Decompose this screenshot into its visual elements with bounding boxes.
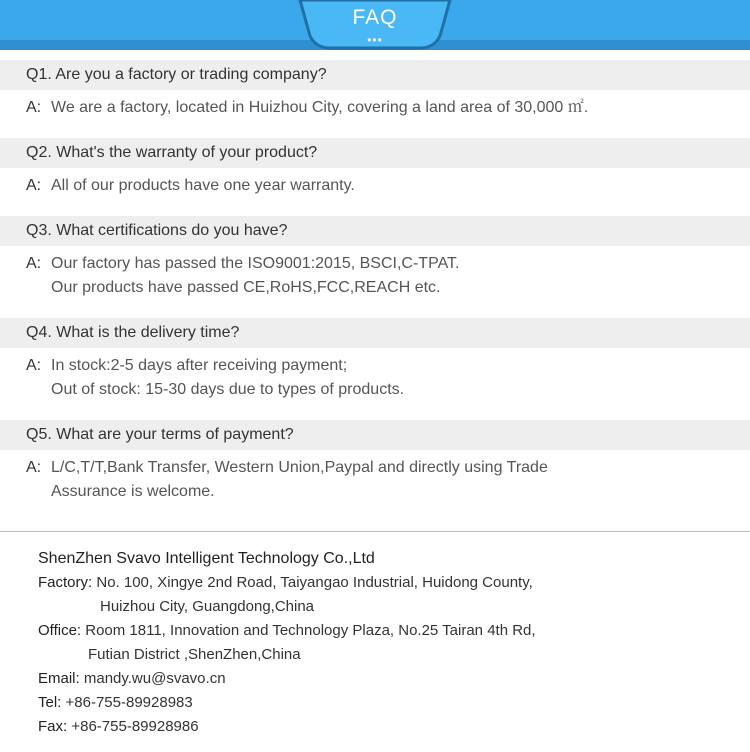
answer-line: In stock:2-5 days after receiving payment;	[51, 357, 348, 374]
answer	[0, 90, 750, 120]
answer-mark: A:	[26, 255, 42, 272]
divider	[0, 531, 750, 532]
answer	[0, 348, 750, 402]
faq-banner	[0, 0, 750, 52]
office-line2: Futian District ,ShenZhen,China	[88, 646, 301, 663]
tel-value: +86-755-89928983	[65, 694, 193, 711]
answer-mark: A:	[26, 459, 42, 476]
tel-label: Tel:	[38, 694, 62, 711]
office-line1: Room 1811, Innovation and Technology Plaza, No.25 Tairan 4th Rd,	[85, 622, 536, 639]
email-label: Email:	[38, 670, 80, 687]
faq-item-2	[0, 138, 750, 216]
answer-mark: A:	[26, 99, 42, 116]
office-label: Office:	[38, 622, 82, 639]
page-title: FAQ	[352, 6, 398, 29]
factory-line1: No. 100, Xingye 2nd Road, Taiyangao Industrial, Huidong County,	[96, 574, 533, 591]
answer-mark: A:	[26, 177, 42, 194]
factory-label: Factory:	[38, 574, 93, 591]
factory-address	[38, 571, 738, 595]
email-value[interactable]: mandy.wu@svavo.cn	[83, 670, 226, 687]
question: Q2. What's the warranty of your product?	[0, 138, 750, 168]
answer	[0, 168, 750, 198]
factory-line2: Huizhou City, Guangdong,China	[100, 598, 315, 615]
faq-item-3	[0, 216, 750, 318]
tel-row	[38, 691, 738, 715]
faq-item-5	[0, 420, 750, 522]
answer-line: All of our products have one year warranty.	[51, 177, 355, 194]
fax-row	[38, 715, 738, 739]
question: Q4. What is the delivery time?	[0, 318, 750, 348]
fax-label: Fax:	[38, 718, 68, 735]
faq-item-1	[0, 60, 750, 138]
question: Q5. What are your terms of payment?	[0, 420, 750, 450]
answer-mark: A:	[26, 357, 42, 374]
answer-line: We are a factory, located in Huizhou City, covering a land area of 30,000 ㎡.	[51, 99, 589, 116]
answer-line: Assurance is welcome.	[51, 483, 215, 500]
question: Q1. Are you a factory or trading company?	[0, 60, 750, 90]
fax-value: +86-755-89928986	[71, 718, 199, 735]
answer	[0, 450, 750, 504]
contact-block	[38, 547, 738, 739]
faq-item-4	[0, 318, 750, 420]
office-address	[38, 619, 738, 643]
question: Q3. What certifications do you have?	[0, 216, 750, 246]
answer-line: Out of stock: 15-30 days due to types of products.	[51, 381, 405, 398]
answer-line: L/C,T/T,Bank Transfer, Western Union,Paypal and directly using Trade	[51, 459, 548, 476]
dots-icon: •••	[367, 33, 383, 47]
answer-line: Our products have passed CE,RoHS,FCC,REACH etc.	[51, 279, 441, 296]
answer	[0, 246, 750, 300]
email-row	[38, 667, 738, 691]
company-name: ShenZhen Svavo Intelligent Technology Co.,Ltd	[38, 550, 375, 567]
answer-line: Our factory has passed the ISO9001:2015, BSCI,C-TPAT.	[51, 255, 460, 272]
faq-list	[0, 60, 750, 522]
